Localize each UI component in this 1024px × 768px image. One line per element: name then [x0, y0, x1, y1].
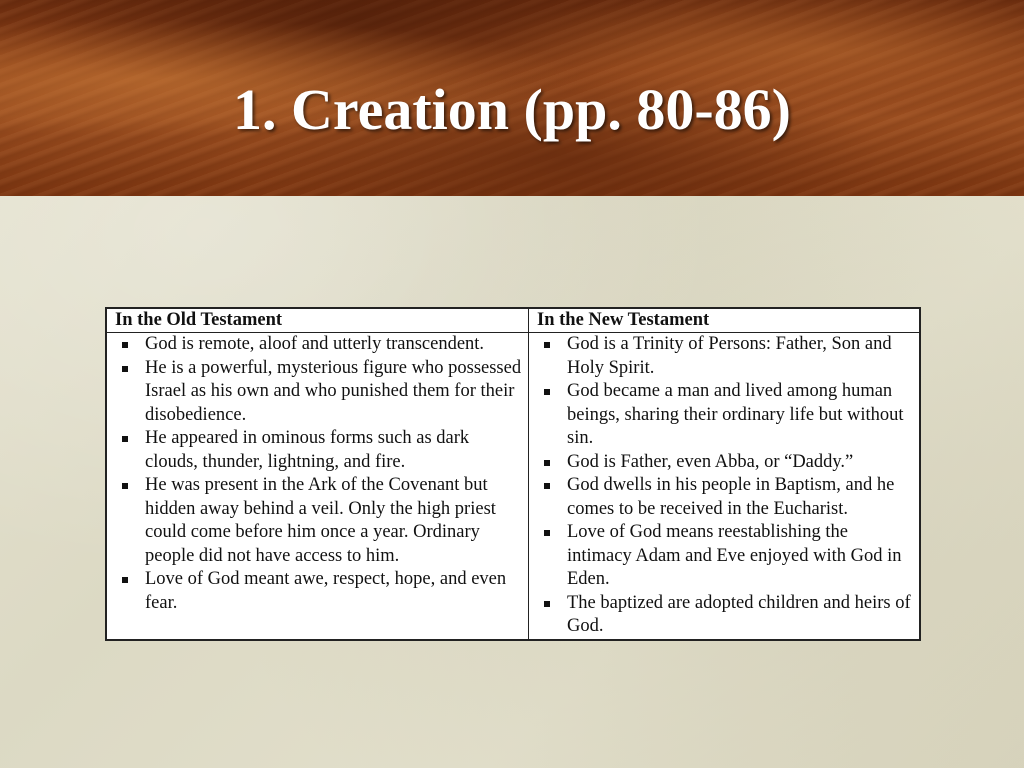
- new-testament-list: [535, 333, 913, 639]
- list-item: The baptized are adopted children and heirs of God.: [535, 592, 913, 639]
- comparison-table: [105, 307, 921, 641]
- list-item: He was present in the Ark of the Covenant but hidden away behind a veil. Only the high priest could come before him once a year. Ordinary people did not have access to him.: [113, 474, 522, 568]
- old-testament-cell: [107, 333, 529, 640]
- table-header-row: [107, 309, 920, 333]
- list-item: He is a powerful, mysterious figure who possessed Israel as his own and who punished them for their disobedience.: [113, 357, 522, 428]
- header-old-testament: In the Old Testament: [107, 309, 529, 333]
- old-testament-list: [113, 333, 522, 615]
- list-item: Love of God meant awe, respect, hope, and even fear.: [113, 568, 522, 615]
- list-item: God is a Trinity of Persons: Father, Son and Holy Spirit.: [535, 333, 913, 380]
- table-body-row: [107, 333, 920, 640]
- list-item: God became a man and lived among human beings, sharing their ordinary life but without sin.: [535, 380, 913, 451]
- slide-title: 1. Creation (pp. 80-86): [233, 77, 791, 142]
- list-item: He appeared in ominous forms such as dark clouds, thunder, lightning, and fire.: [113, 427, 522, 474]
- title-banner: [0, 0, 1024, 196]
- list-item: God dwells in his people in Baptism, and he comes to be received in the Eucharist.: [535, 474, 913, 521]
- list-item: God is remote, aloof and utterly transcendent.: [113, 333, 522, 357]
- testament-table: [106, 308, 920, 640]
- header-new-testament: In the New Testament: [529, 309, 920, 333]
- new-testament-cell: [529, 333, 920, 640]
- list-item: Love of God means reestablishing the intimacy Adam and Eve enjoyed with God in Eden.: [535, 521, 913, 592]
- list-item: God is Father, even Abba, or “Daddy.”: [535, 451, 913, 475]
